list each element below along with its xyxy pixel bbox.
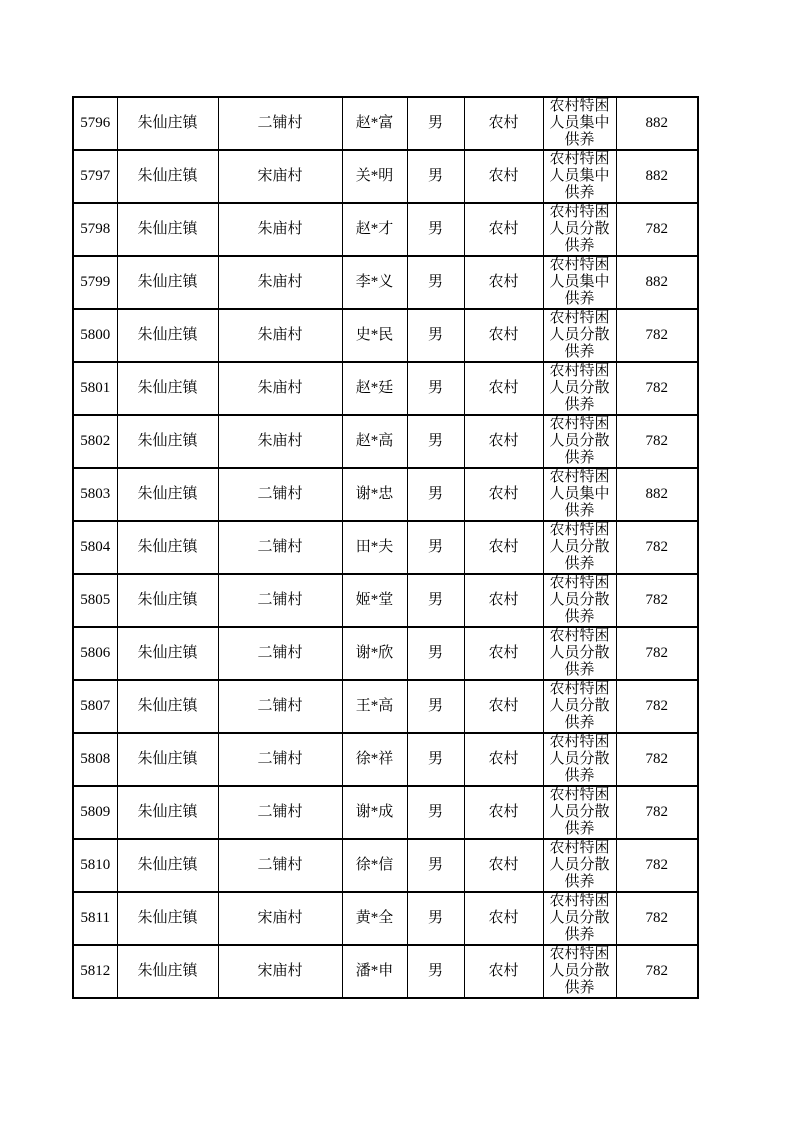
cell-town: 朱仙庄镇 [117, 256, 218, 309]
cell-area-type: 农村 [464, 309, 543, 362]
cell-area-type: 农村 [464, 97, 543, 150]
cell-gender: 男 [407, 627, 464, 680]
cell-gender: 男 [407, 256, 464, 309]
cell-town: 朱仙庄镇 [117, 786, 218, 839]
roster-table-body [73, 97, 698, 998]
cell-town: 朱仙庄镇 [117, 627, 218, 680]
cell-town: 朱仙庄镇 [117, 574, 218, 627]
cell-gender: 男 [407, 733, 464, 786]
cell-support-category: 农村特困人员分散供养 [543, 839, 616, 892]
cell-serial-number: 5804 [73, 521, 117, 574]
cell-town: 朱仙庄镇 [117, 839, 218, 892]
cell-name: 徐*祥 [342, 733, 407, 786]
cell-name: 赵*富 [342, 97, 407, 150]
cell-name: 赵*才 [342, 203, 407, 256]
cell-gender: 男 [407, 362, 464, 415]
cell-support-category: 农村特困人员分散供养 [543, 733, 616, 786]
cell-village: 宋庙村 [218, 945, 342, 998]
cell-amount: 782 [616, 786, 698, 839]
cell-village: 二铺村 [218, 97, 342, 150]
cell-serial-number: 5803 [73, 468, 117, 521]
cell-serial-number: 5811 [73, 892, 117, 945]
cell-support-category: 农村特困人员分散供养 [543, 521, 616, 574]
cell-serial-number: 5798 [73, 203, 117, 256]
cell-amount: 782 [616, 892, 698, 945]
cell-area-type: 农村 [464, 574, 543, 627]
cell-amount: 882 [616, 150, 698, 203]
cell-amount: 782 [616, 415, 698, 468]
cell-name: 姬*堂 [342, 574, 407, 627]
cell-village: 朱庙村 [218, 256, 342, 309]
cell-gender: 男 [407, 468, 464, 521]
cell-village: 二铺村 [218, 680, 342, 733]
cell-village: 朱庙村 [218, 309, 342, 362]
cell-gender: 男 [407, 680, 464, 733]
cell-village: 宋庙村 [218, 150, 342, 203]
table-row [73, 680, 698, 733]
cell-name: 关*明 [342, 150, 407, 203]
cell-serial-number: 5806 [73, 627, 117, 680]
cell-village: 二铺村 [218, 521, 342, 574]
cell-area-type: 农村 [464, 733, 543, 786]
cell-serial-number: 5801 [73, 362, 117, 415]
cell-serial-number: 5807 [73, 680, 117, 733]
cell-area-type: 农村 [464, 203, 543, 256]
cell-area-type: 农村 [464, 680, 543, 733]
cell-amount: 882 [616, 468, 698, 521]
cell-town: 朱仙庄镇 [117, 733, 218, 786]
cell-gender: 男 [407, 521, 464, 574]
cell-village: 二铺村 [218, 733, 342, 786]
table-row [73, 574, 698, 627]
cell-amount: 782 [616, 733, 698, 786]
cell-amount: 882 [616, 97, 698, 150]
cell-town: 朱仙庄镇 [117, 203, 218, 256]
table-row [73, 415, 698, 468]
cell-gender: 男 [407, 309, 464, 362]
cell-serial-number: 5796 [73, 97, 117, 150]
cell-name: 谢*欣 [342, 627, 407, 680]
table-row [73, 521, 698, 574]
cell-amount: 782 [616, 203, 698, 256]
cell-serial-number: 5809 [73, 786, 117, 839]
cell-support-category: 农村特困人员分散供养 [543, 945, 616, 998]
roster-table-container [72, 96, 699, 999]
cell-amount: 882 [616, 256, 698, 309]
table-row [73, 786, 698, 839]
cell-gender: 男 [407, 892, 464, 945]
cell-area-type: 农村 [464, 415, 543, 468]
cell-village: 二铺村 [218, 786, 342, 839]
cell-serial-number: 5808 [73, 733, 117, 786]
cell-amount: 782 [616, 945, 698, 998]
cell-village: 二铺村 [218, 627, 342, 680]
cell-serial-number: 5799 [73, 256, 117, 309]
cell-support-category: 农村特困人员分散供养 [543, 680, 616, 733]
cell-serial-number: 5810 [73, 839, 117, 892]
cell-gender: 男 [407, 415, 464, 468]
table-row [73, 256, 698, 309]
cell-name: 王*高 [342, 680, 407, 733]
cell-area-type: 农村 [464, 892, 543, 945]
cell-name: 潘*申 [342, 945, 407, 998]
cell-gender: 男 [407, 786, 464, 839]
cell-gender: 男 [407, 945, 464, 998]
roster-table [72, 96, 699, 999]
table-row [73, 150, 698, 203]
cell-support-category: 农村特困人员分散供养 [543, 362, 616, 415]
cell-town: 朱仙庄镇 [117, 309, 218, 362]
cell-area-type: 农村 [464, 521, 543, 574]
cell-serial-number: 5812 [73, 945, 117, 998]
cell-village: 宋庙村 [218, 892, 342, 945]
cell-serial-number: 5800 [73, 309, 117, 362]
table-row [73, 97, 698, 150]
cell-gender: 男 [407, 97, 464, 150]
cell-village: 朱庙村 [218, 362, 342, 415]
cell-support-category: 农村特困人员分散供养 [543, 786, 616, 839]
cell-name: 谢*成 [342, 786, 407, 839]
cell-support-category: 农村特困人员分散供养 [543, 203, 616, 256]
cell-amount: 782 [616, 574, 698, 627]
cell-area-type: 农村 [464, 468, 543, 521]
cell-gender: 男 [407, 574, 464, 627]
cell-name: 史*民 [342, 309, 407, 362]
cell-area-type: 农村 [464, 150, 543, 203]
cell-support-category: 农村特困人员集中供养 [543, 468, 616, 521]
cell-area-type: 农村 [464, 362, 543, 415]
table-row [73, 627, 698, 680]
cell-serial-number: 5805 [73, 574, 117, 627]
cell-support-category: 农村特困人员分散供养 [543, 415, 616, 468]
cell-support-category: 农村特困人员分散供养 [543, 309, 616, 362]
cell-support-category: 农村特困人员分散供养 [543, 574, 616, 627]
table-row [73, 309, 698, 362]
cell-name: 赵*高 [342, 415, 407, 468]
cell-gender: 男 [407, 150, 464, 203]
cell-name: 赵*廷 [342, 362, 407, 415]
cell-name: 徐*信 [342, 839, 407, 892]
cell-support-category: 农村特困人员集中供养 [543, 256, 616, 309]
cell-town: 朱仙庄镇 [117, 521, 218, 574]
table-row [73, 892, 698, 945]
cell-support-category: 农村特困人员集中供养 [543, 97, 616, 150]
cell-town: 朱仙庄镇 [117, 97, 218, 150]
table-row [73, 733, 698, 786]
cell-amount: 782 [616, 521, 698, 574]
cell-gender: 男 [407, 839, 464, 892]
cell-amount: 782 [616, 839, 698, 892]
cell-support-category: 农村特困人员集中供养 [543, 150, 616, 203]
cell-name: 黄*全 [342, 892, 407, 945]
cell-support-category: 农村特困人员分散供养 [543, 892, 616, 945]
cell-area-type: 农村 [464, 945, 543, 998]
cell-village: 朱庙村 [218, 415, 342, 468]
cell-area-type: 农村 [464, 256, 543, 309]
cell-town: 朱仙庄镇 [117, 892, 218, 945]
cell-village: 二铺村 [218, 839, 342, 892]
cell-town: 朱仙庄镇 [117, 415, 218, 468]
cell-town: 朱仙庄镇 [117, 150, 218, 203]
cell-support-category: 农村特困人员分散供养 [543, 627, 616, 680]
cell-area-type: 农村 [464, 839, 543, 892]
table-row [73, 945, 698, 998]
cell-amount: 782 [616, 309, 698, 362]
cell-town: 朱仙庄镇 [117, 680, 218, 733]
cell-name: 李*义 [342, 256, 407, 309]
cell-village: 二铺村 [218, 468, 342, 521]
cell-area-type: 农村 [464, 627, 543, 680]
cell-gender: 男 [407, 203, 464, 256]
cell-amount: 782 [616, 680, 698, 733]
table-row [73, 839, 698, 892]
cell-town: 朱仙庄镇 [117, 468, 218, 521]
cell-village: 朱庙村 [218, 203, 342, 256]
table-row [73, 468, 698, 521]
cell-name: 田*夫 [342, 521, 407, 574]
cell-name: 谢*忠 [342, 468, 407, 521]
cell-town: 朱仙庄镇 [117, 945, 218, 998]
cell-amount: 782 [616, 362, 698, 415]
cell-town: 朱仙庄镇 [117, 362, 218, 415]
cell-amount: 782 [616, 627, 698, 680]
cell-village: 二铺村 [218, 574, 342, 627]
cell-serial-number: 5802 [73, 415, 117, 468]
table-row [73, 362, 698, 415]
cell-serial-number: 5797 [73, 150, 117, 203]
table-row [73, 203, 698, 256]
cell-area-type: 农村 [464, 786, 543, 839]
